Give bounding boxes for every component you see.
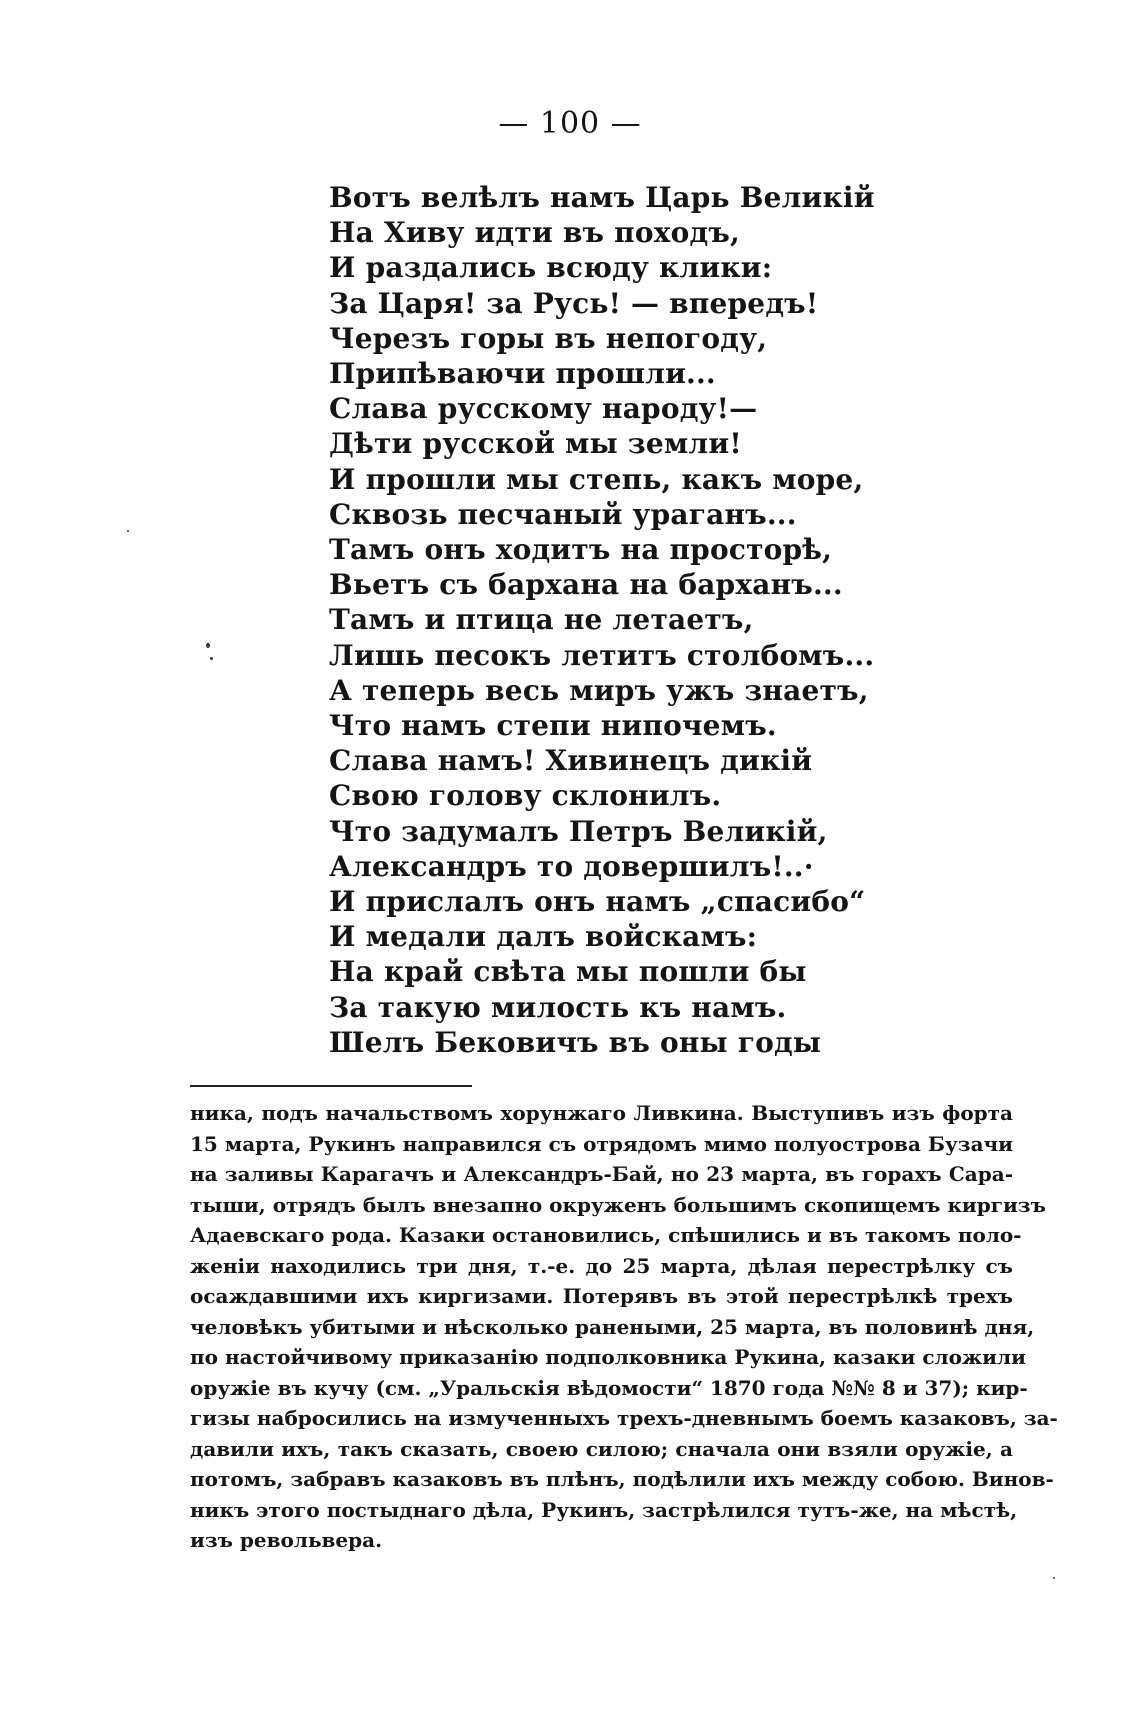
poem-line: И прошли мы степь, какъ море,	[329, 462, 864, 496]
poem-line: Слава русскому народу!—	[329, 392, 758, 426]
scan-speck	[210, 657, 213, 660]
poem-line: Тамъ онъ ходитъ на просторѣ,	[329, 533, 833, 567]
footnote	[190, 1098, 1058, 1556]
poem-line: На Хиву идти въ походъ,	[329, 216, 740, 250]
poem-line: За Царя! за Русь! — впередъ!	[329, 286, 819, 320]
poem-line: За такую милость къ намъ.	[329, 990, 787, 1024]
footnote-line: давили ихъ, такъ сказать, своею силою; сначала они взяли оружіе, а	[190, 1436, 1013, 1461]
footnote-line: на заливы Карагачъ и Александръ-Бай, но 23 марта, въ горахъ Сара-	[190, 1162, 1013, 1186]
footnote-line: человѣкъ убитыми и нѣсколько ранеными, 25 марта, въ половинѣ дня,	[190, 1314, 1035, 1339]
poem-line: Вьетъ съ бархана на барханъ...	[329, 568, 843, 602]
poem-line: Что задумалъ Петръ Великій,	[329, 814, 828, 848]
scan-speck	[127, 530, 129, 532]
footnote-line: 15 марта, Рукинъ направился съ отрядомъ мимо полуострова Бузачи	[190, 1131, 1013, 1156]
footnote-line: ника, подъ начальствомъ хорунжаго Ливкина. Выступивъ изъ форта	[190, 1101, 1013, 1125]
scan-speck	[1053, 1577, 1055, 1579]
poem-line: Сквозь песчаный ураганъ...	[329, 497, 797, 531]
footnote-line: тыши, отрядъ былъ внезапно окруженъ большимъ скопищемъ киргизъ	[190, 1192, 1046, 1217]
poem-line: Слава намъ! Хивинецъ дикій	[329, 744, 813, 778]
poem-line: Вотъ велѣлъ намъ Царь Великій	[329, 181, 875, 214]
poem-line: Александръ то довершилъ!..·	[329, 849, 814, 883]
poem	[329, 180, 875, 1060]
footnote-line: потомъ, забравъ казаковъ въ плѣнъ, подѣлили ихъ между собою. Винов-	[190, 1467, 1054, 1491]
poem-line: Свою голову склонилъ.	[329, 779, 722, 813]
poem-line: Лишь песокъ летитъ столбомъ...	[329, 638, 875, 672]
footnote-line: Адаевскаго рода. Казаки остановились, спѣшились и въ такомъ поло-	[190, 1223, 1022, 1247]
footnote-line: изъ револьвера.	[190, 1528, 383, 1552]
poem-line: Шелъ Бековичъ въ оны годы	[329, 1025, 822, 1059]
poem-line: Тамъ и птица не летаетъ,	[329, 603, 754, 637]
poem-line: И прислалъ онъ намъ „спасибо“	[329, 885, 866, 919]
footnote-line: осаждавшими ихъ киргизами. Потерявъ въ этой перестрѣлкѣ трехъ	[190, 1284, 1013, 1308]
footnote-line: гизы набросились на измученныхъ трехъ-дневнымъ боемъ казаковъ, за-	[190, 1406, 1058, 1430]
footnote-line: оружіе въ кучу (см. „Уральскія вѣдомости“ 1870 года №№ 8 и 37); кир-	[190, 1375, 1028, 1400]
poem-line: На край свѣта мы пошли бы	[329, 955, 807, 989]
poem-line: И раздались всюду клики:	[329, 251, 773, 285]
footnote-line: женіи находились три дня, т.-е. до 25 марта, дѣлая перестрѣлку съ	[190, 1253, 1013, 1278]
poem-line: А теперь весь миръ ужъ знаетъ,	[329, 673, 869, 707]
scan-speck	[206, 643, 210, 648]
poem-line: Черезъ горы въ непогоду,	[329, 321, 768, 355]
footnote-line: никъ этого постыднаго дѣла, Рукинъ, застрѣлился тутъ-же, на мѣстѣ,	[190, 1497, 1018, 1522]
poem-line: И медали далъ войскамъ:	[329, 920, 758, 954]
page-number: — 100 —	[498, 106, 642, 141]
poem-line: Припѣваючи прошли...	[329, 357, 716, 391]
poem-line: Дѣти русской мы земли!	[329, 427, 742, 461]
footnote-rule	[190, 1085, 472, 1087]
footnote-line: по настойчивому приказанію подполковника Рукина, казаки сложили	[190, 1345, 1026, 1369]
poem-line: Что намъ степи нипочемъ.	[329, 709, 777, 743]
